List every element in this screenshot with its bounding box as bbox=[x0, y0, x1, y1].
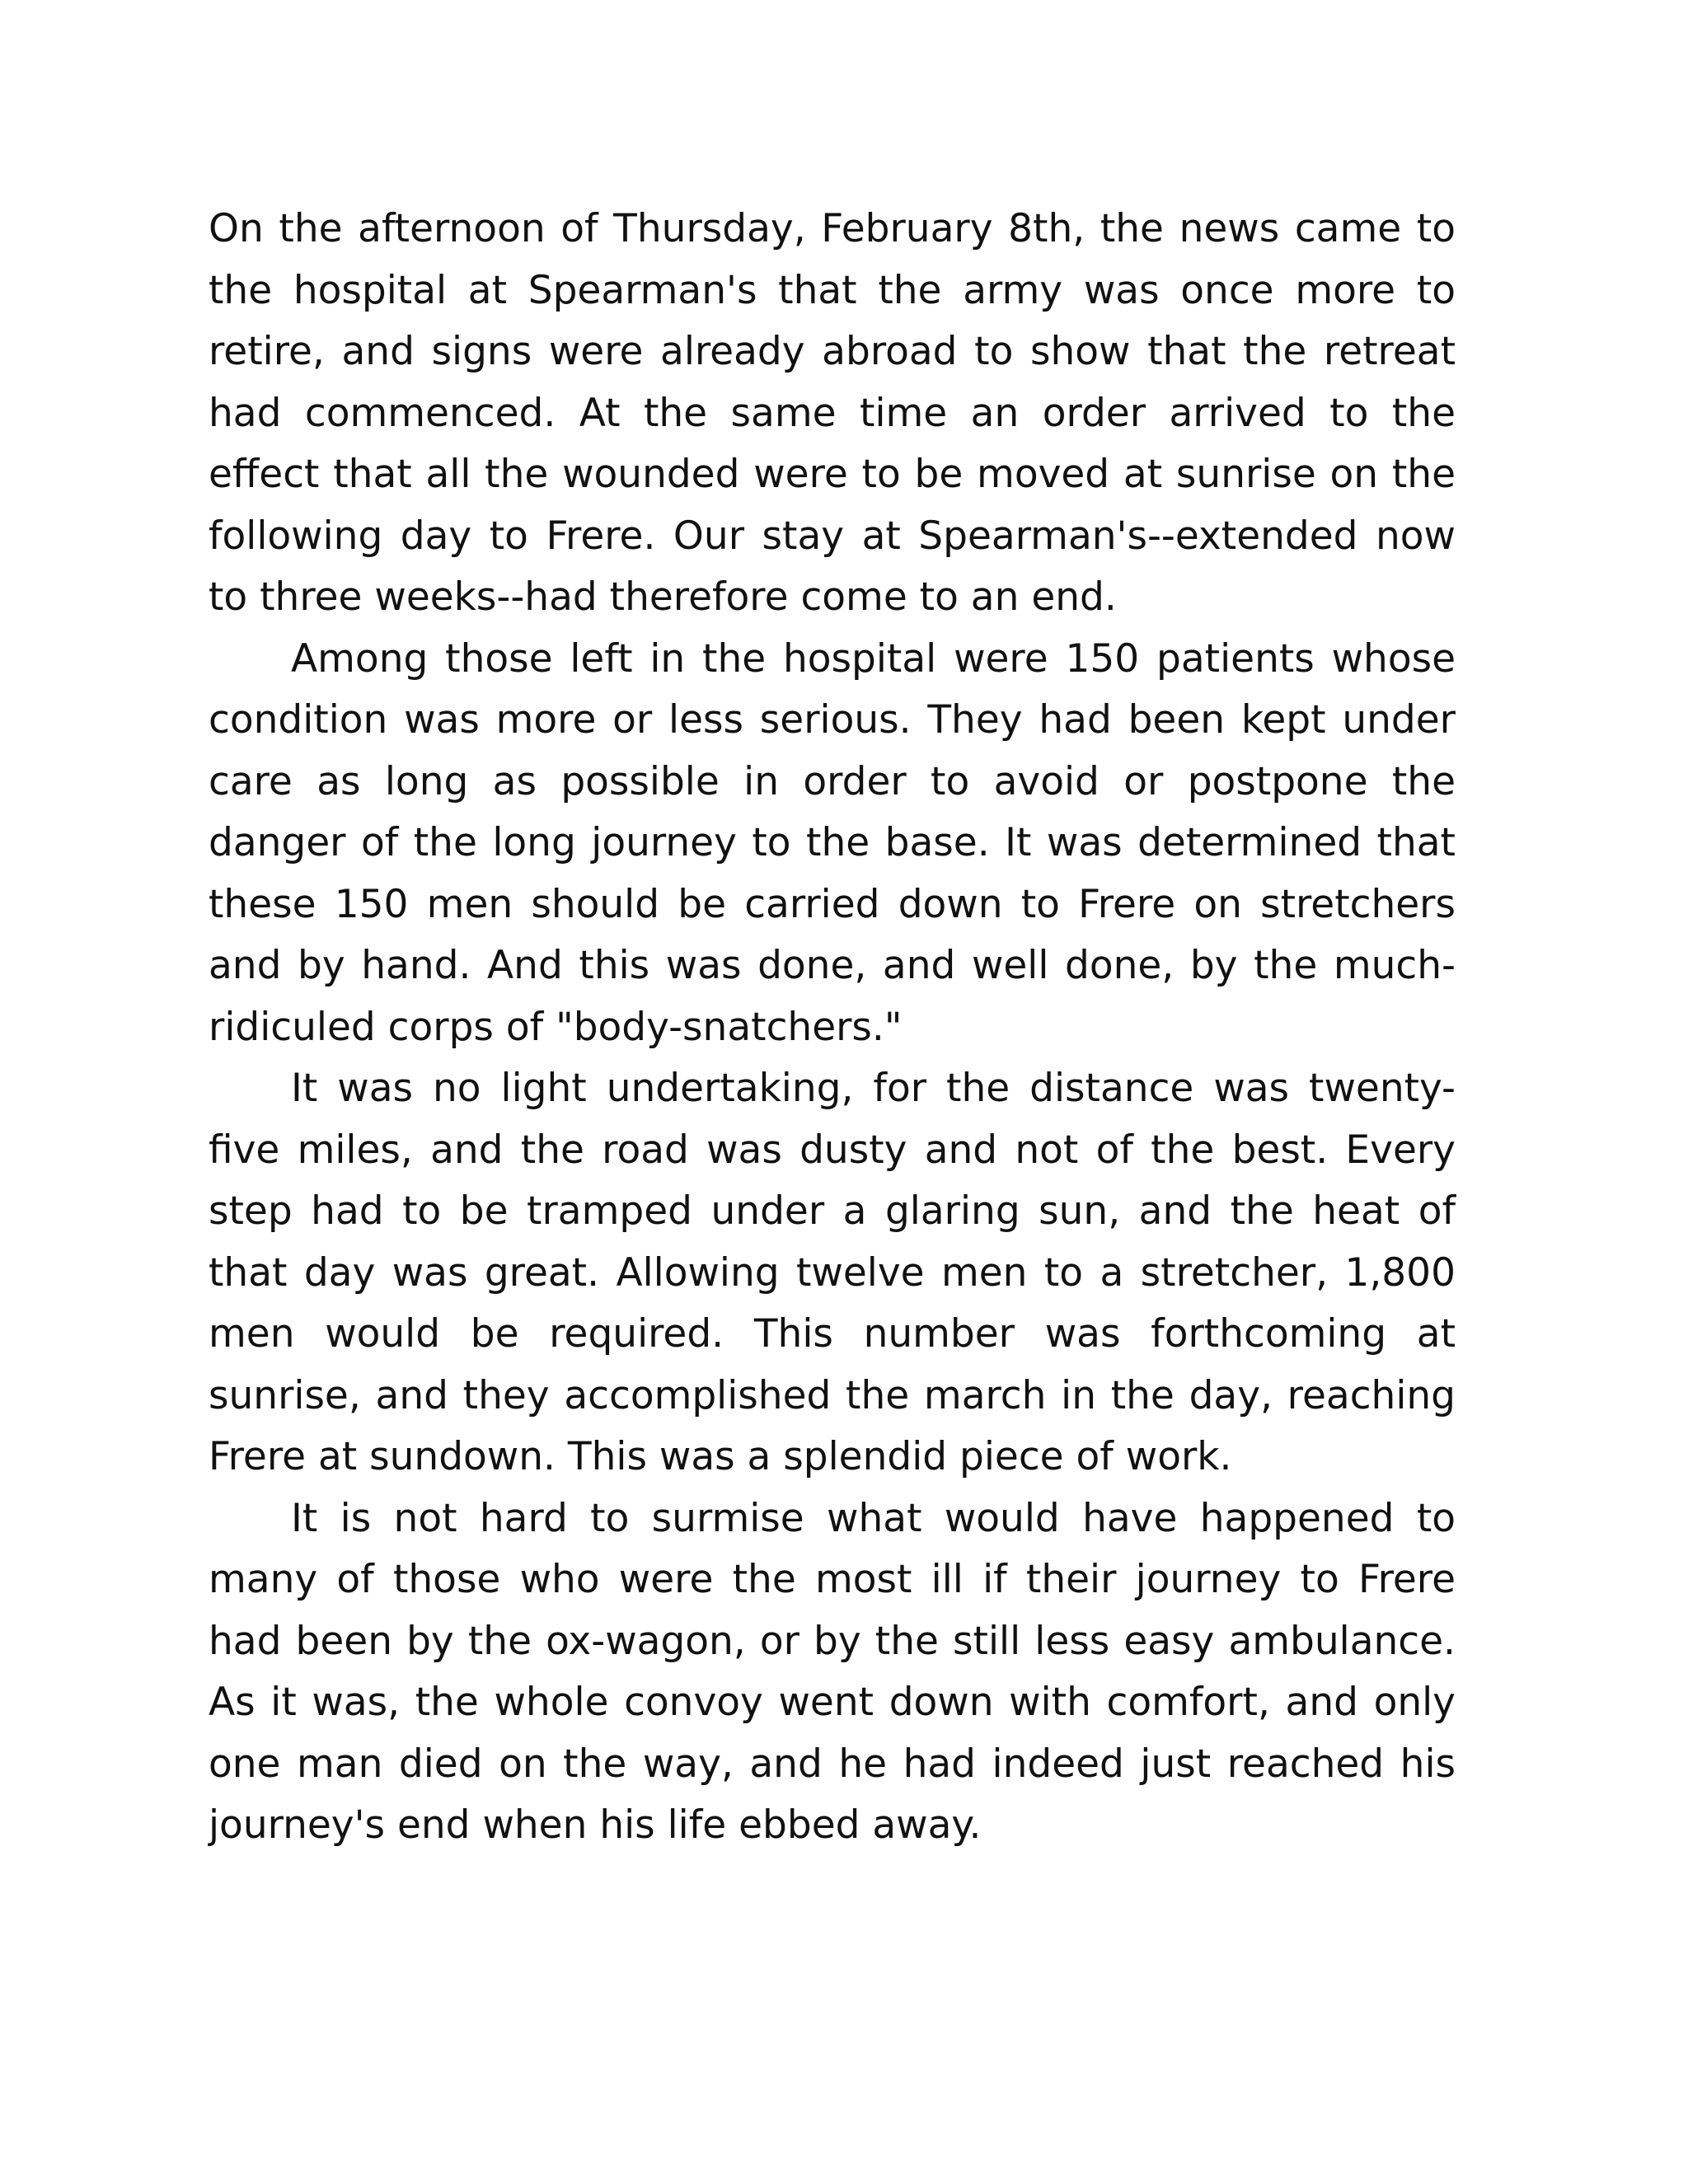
body-text bbox=[209, 199, 1456, 1857]
paragraph-2: Among those left in the hospital were 150 patients whose condition was more or less serious. They had been kept under care as long as possible in order to avoid or postpone the danger of the long journey to the base. It was determined that these 150 men should be carried down to Frere on stretchers and by hand. And this was done, and well done, by the much-ridiculed corps of "body-snatchers." bbox=[209, 635, 1456, 1050]
paragraph-4: It is not hard to surmise what would have happened to many of those who were the most ill if their journey to Frere had been by the ox-wagon, or by the still less easy ambulance. As it was, the whole convoy went down with comfort, and only one man died on the way, and he had indeed just reached his journey's end when his life ebbed away. bbox=[209, 1495, 1456, 1848]
paragraph-1: On the afternoon of Thursday, February 8th, the news came to the hospital at Spearman's that the army was once more to retire, and signs were already abroad to show that the retreat had commenced. At the same time an order arrived to the effect that all the wounded were to be moved at sunrise on the following day to Frere. Our stay at Spearman's--extended now to three weeks--had therefore come to an end. bbox=[209, 206, 1456, 620]
paragraph-3: It was no light undertaking, for the distance was twenty-five miles, and the road was dusty and not of the best. Every step had to be tramped under a glaring sun, and the heat of that day was great. Allowing twelve men to a stretcher, 1,800 men would be required. This number was forthcoming at sunrise, and they accomplished the march in the day, reaching Frere at sundown. This was a splendid piece of work. bbox=[209, 1066, 1456, 1479]
